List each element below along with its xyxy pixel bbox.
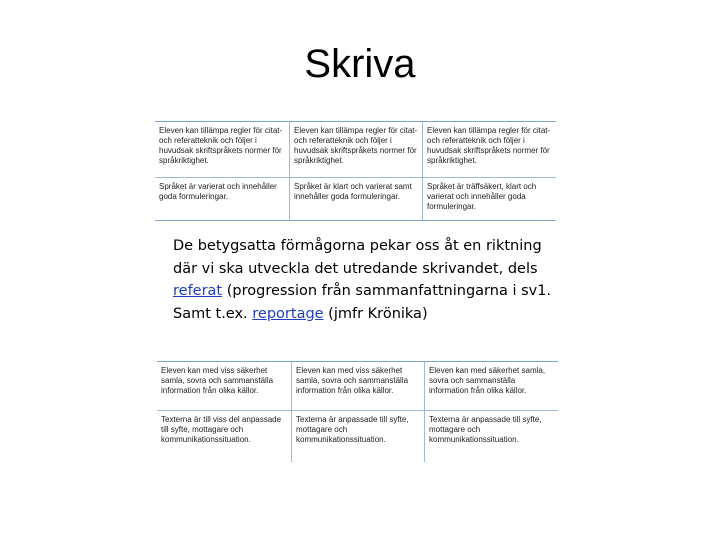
criteria-table-bottom [157, 361, 558, 462]
body-paragraph [173, 235, 553, 325]
table-cell: Texterna är anpassade till syfte, mottagare och kommunikationssituation. [291, 410, 424, 462]
body-text-part: (progression från sammanfattningarna i sv1. Samt t.ex. [173, 283, 552, 322]
table-cell: Eleven kan med säkerhet samla, sovra och sammanställa information från olika källor. [424, 362, 558, 410]
table-cell: Språket är varierat och innehåller goda formuleringar. [155, 177, 289, 220]
criteria-table-top [155, 121, 556, 221]
table-cell: Språket är klart och varierat samt innehåller goda formuleringar. [289, 177, 422, 220]
table-cell: Eleven kan med viss säkerhet samla, sovra och sammanställa information från olika källor. [291, 362, 424, 410]
table-cell: Texterna är till viss del anpassade till syfte, mottagare och kommunikationssituation. [157, 410, 291, 462]
table-cell: Eleven kan tillämpa regler för citat- och referatteknik och följer i huvudsak skriftspråkets normer för språkriktighet. [289, 122, 422, 177]
table-cell: Eleven kan med viss säkerhet samla, sovra och sammanställa information från olika källor. [161, 366, 274, 395]
table-cell: Eleven kan tillämpa regler för citat- och referatteknik och följer i huvudsak skriftspråkets normer för språkriktighet. [159, 126, 283, 165]
referat-link[interactable]: referat [173, 283, 223, 299]
body-text-part: (jmfr Krönika) [323, 305, 428, 322]
table-cell: Språket är träffsäkert, klart och varierat och innehåller goda formuleringar. [422, 177, 556, 220]
slide-title: Skriva [304, 42, 416, 86]
table-cell: Eleven kan tillämpa regler för citat- och referatteknik och följer i huvudsak skriftspråkets normer för språkriktighet. [422, 122, 556, 177]
reportage-link[interactable]: reportage [252, 305, 324, 322]
body-text-part: De betygsatta förmågorna pekar oss åt en riktning där vi ska utveckla det utredande skrivandet, dels [173, 238, 542, 277]
table-cell: Texterna är anpassade till syfte, mottagare och kommunikationssituation. [424, 410, 558, 462]
